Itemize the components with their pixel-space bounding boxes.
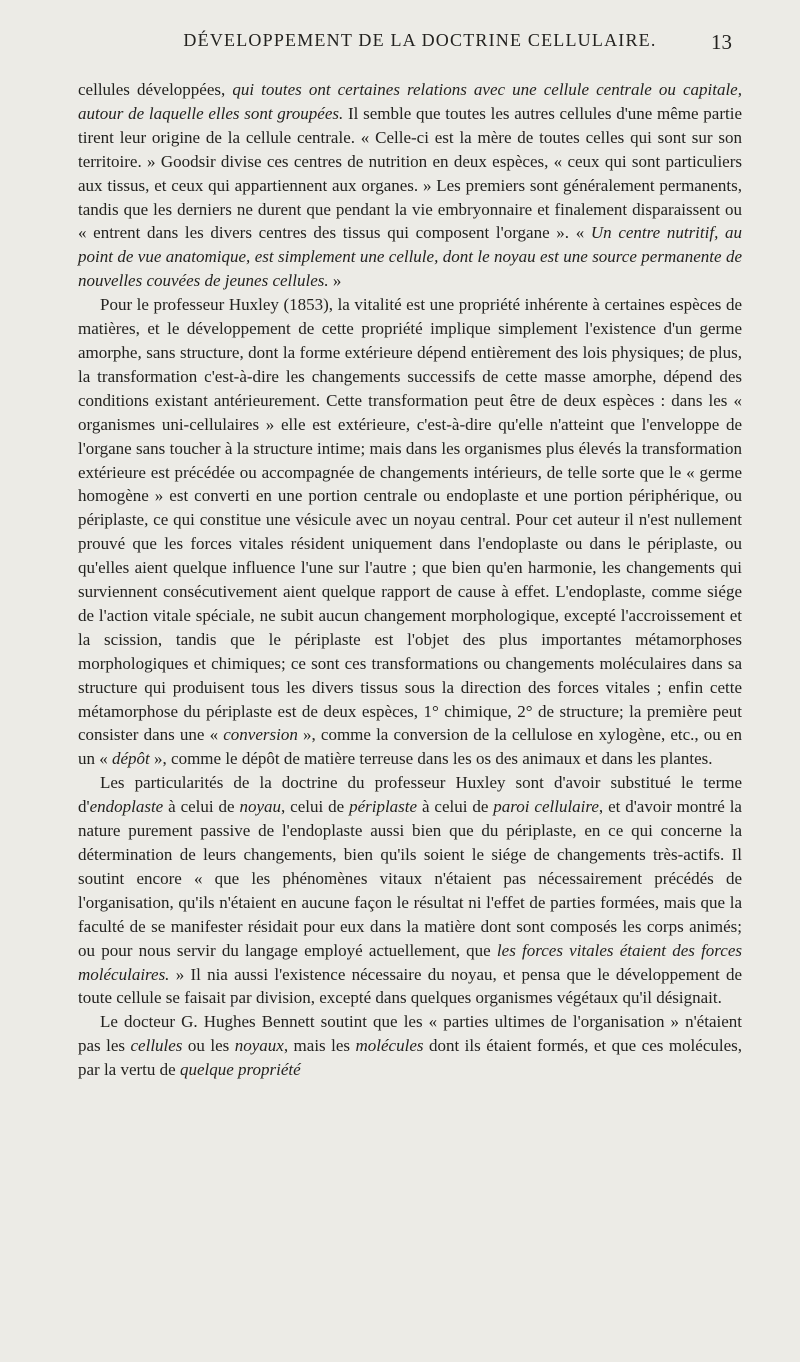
text-run: , et d'avoir montré la nature purement passive de l'endoplaste aussi bien que du périplaste, en ce qui concerne la détermination de leurs changements, bien qu'ils soient le siége de changements très-actifs. Il soutint encore « que les phénomènes vitaux n'étaient pas nécessairement précédés de l'organisation, qu'ils n'étaient en aucune façon le résultat ni l'effet de parties formées, mais que la faculté de se manifester résidait pour eux dans la matière dont sont composés les corps animés; ou pour nous servir du langage employé actuellement, que [78, 797, 742, 960]
text-run: », comme le dépôt de matière terreuse dans les os des animaux et dans les plantes. [149, 749, 713, 769]
italic-text: noyau [239, 797, 282, 817]
running-head [78, 30, 742, 56]
paragraph [78, 1010, 742, 1082]
text-run: Les particularités de la doctrine du professeur Huxley sont d'avoir substitué le terme d' [78, 773, 742, 817]
text-run: , mais les [283, 1036, 356, 1056]
text-run: à celui de [163, 797, 240, 817]
text-run: dont ils étaient formés, et que ces molécules, par la vertu de [78, 1036, 743, 1080]
running-title: DÉVELOPPEMENT DE LA DOCTRINE CELLULAIRE. [183, 30, 657, 50]
italic-text: dépôt [112, 749, 150, 769]
italic-text: molécules [355, 1036, 424, 1056]
paragraph [78, 293, 742, 771]
italic-text: qui toutes ont certaines relations avec une cellule centrale ou capitale, autour de laquelle elles sont groupées. [78, 80, 742, 123]
paragraph [78, 771, 742, 1010]
italic-text: noyaux [234, 1036, 284, 1056]
italic-text: quelque propriété [179, 1060, 301, 1080]
text-run: Il semble que toutes les autres cellules d'une même partie tirent leur origine de la cellule centrale. « Celle-ci est la mère de toutes celles qui sont sur son territoire. » Goodsir divise ces centres de nutrition en deux espèces, « ceux qui sont particuliers aux tissus, et ceux qui appartiennent aux organes. » Les premiers sont généralement permanents, tandis que les derniers ne durent que pendant la vie embryonnaire et finalement disparaissent ou « entrent dans les divers centres des tissus qui composent l'organe ». « [78, 103, 743, 243]
italic-text: périplaste [349, 797, 418, 817]
text-run: » [328, 271, 342, 291]
italic-text: les forces vitales étaient des forces moléculaires. [78, 940, 742, 984]
body-text [78, 78, 742, 1082]
paragraph [78, 78, 742, 293]
page-number: 13 [711, 30, 732, 54]
italic-text: Un centre nutritif, au point de vue anatomique, est simplement une cellule, dont le noyau est une source permanente de nouvelles couvées de jeunes cellules. [78, 223, 742, 291]
text-run: ou les [182, 1036, 235, 1056]
italic-text: cellules [130, 1036, 183, 1056]
text-run: , celui de [281, 797, 350, 817]
text-run: » Il nia aussi l'existence nécessaire du noyau, et pensa que le développement de toute cellule se faisait par division, excepté dans quelques organismes végétaux qu'il désignait. [78, 964, 742, 1008]
text-run: à celui de [417, 797, 494, 817]
italic-text: conversion [223, 725, 298, 745]
text-run: Pour le professeur Huxley (1853), la vitalité est une propriété inhérente à certaines espèces de matières, et le développement de cette propriété implique simplement l'existence d'un germe amorphe, sans structure, dont la forme extérieure dépend entièrement des lois physiques; de plus, la transformation c'est-à-dire les changements successifs de cette masse amorphe, dépend des conditions existant antérieurement. Cette transformation peut être de deux espèces : dans les « organismes uni-cellulaires » elle est extérieure, c'est-à-dire qu'elle n'atteint que l'enveloppe de l'organe sans toucher à la structure intime; mais dans les organismes plus élevés la transformation extérieure est précédée ou accompagnée de changements intérieurs, de telle sorte que le « germe homogène » est converti en une portion centrale ou endoplaste et une portion périphérique, ou périplaste, ce qui constitue une vésicule avec un noyau central. Pour cet auteur il n'est nullement prouvé que les forces vitales résident uniquement dans l'endoplaste ou dans le périplaste, ou qu'elles aient quelque influence l'une sur l'autre ; que bien qu'en harmonie, les changements qui surviennent consécutivement aient quelque rapport de cause à effet. L'endoplaste, comme siége de l'action vitale spéciale, ne subit aucun changement morphologique, excepté l'accroissement et la scission, tandis que le périplaste est l'objet des plus importantes métamorphoses morphologiques et chimiques; ce sont ces transformations ou changements moléculaires dans sa structure qui produisent tous les divers tissus sous la direction des forces vitales ; enfin cette métamorphose du périplaste est de deux espèces, 1° chimique, 2° de structure; la première peut consister dans une « [78, 295, 742, 745]
text-run: », comme la conversion de la cellulose en xylogène, etc., ou en un « [78, 725, 742, 769]
italic-text: endoplaste [89, 797, 164, 817]
italic-text: paroi cellulaire [493, 797, 599, 817]
text-run: Le docteur G. Hughes Bennett soutint que les « parties ultimes de l'organisation » n'étaient pas les [78, 1012, 742, 1056]
text-run: cellules développées, [78, 80, 233, 99]
